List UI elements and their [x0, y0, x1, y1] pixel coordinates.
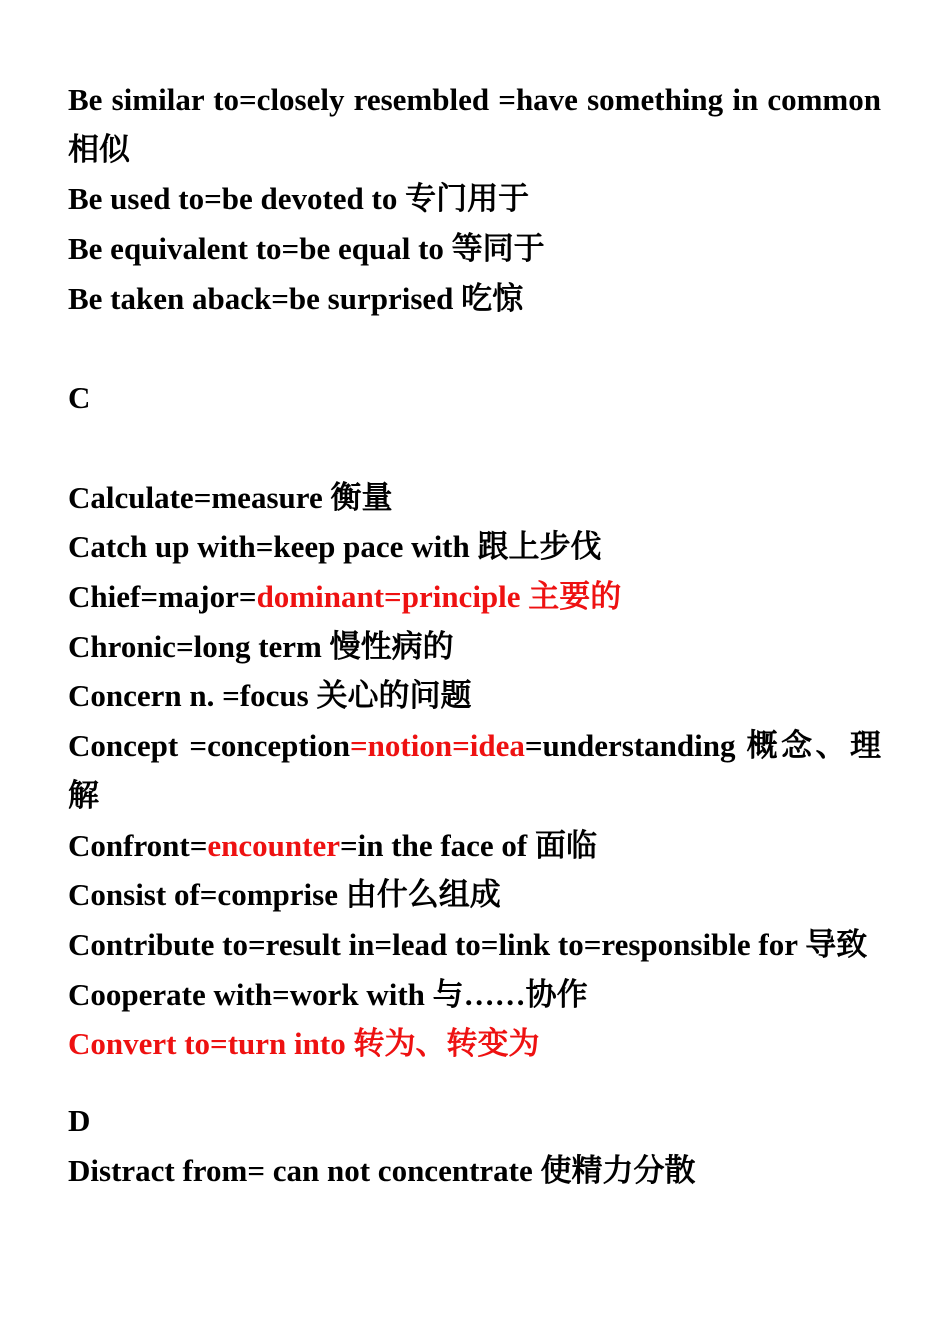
entry-confront: Confront=encounter=in the face of 面临 — [68, 827, 597, 863]
blank-line — [68, 423, 881, 473]
document-page — [68, 75, 881, 1195]
entry-concern: Concern n. =focus 关心的问题 — [68, 678, 472, 714]
entry-distract-from: Distract from= can not concentrate 使精力分散 — [68, 1152, 696, 1188]
entry-chief: Chief=major=dominant=principle 主要的 — [68, 579, 622, 614]
entry-catch-up-with: Catch up with=keep pace with 跟上步伐 — [68, 529, 602, 565]
entry-calculate: Calculate=measure 衡量 — [68, 479, 393, 515]
blank-line — [68, 324, 881, 374]
entry-chronic: Chronic=long term 慢性病的 — [68, 628, 454, 664]
section-b — [68, 75, 881, 324]
entry-be-similar-to: Be similar to=closely resembled =have something in common 相似 — [68, 82, 881, 167]
section-heading-c: C — [68, 380, 91, 416]
entry-be-used-to: Be used to=be devoted to 专门用于 — [68, 181, 530, 217]
section-c — [68, 473, 881, 1069]
entry-convert-to: Convert to=turn into 转为、转变为 — [68, 1026, 540, 1062]
highlighted-text: encounter — [207, 827, 340, 863]
entry-cooperate-with: Cooperate with=work with 与……协作 — [68, 976, 588, 1012]
entry-be-equivalent-to: Be equivalent to=be equal to 等同于 — [68, 231, 545, 267]
highlighted-text: dominant=principle 主要的 — [256, 579, 622, 614]
highlighted-text: =notion=idea — [350, 728, 525, 764]
section-d — [68, 1146, 881, 1196]
section-heading-d: D — [68, 1103, 91, 1139]
blank-line — [68, 1069, 881, 1096]
entry-be-taken-aback: Be taken aback=be surprised 吃惊 — [68, 280, 524, 316]
entry-contribute-to: Contribute to=result in=lead to=link to=responsible for 导致 — [68, 926, 868, 962]
entry-concept: Concept =conception=notion=idea=understanding 概念、理解 — [68, 728, 881, 813]
entry-consist-of: Consist of=comprise 由什么组成 — [68, 877, 501, 913]
